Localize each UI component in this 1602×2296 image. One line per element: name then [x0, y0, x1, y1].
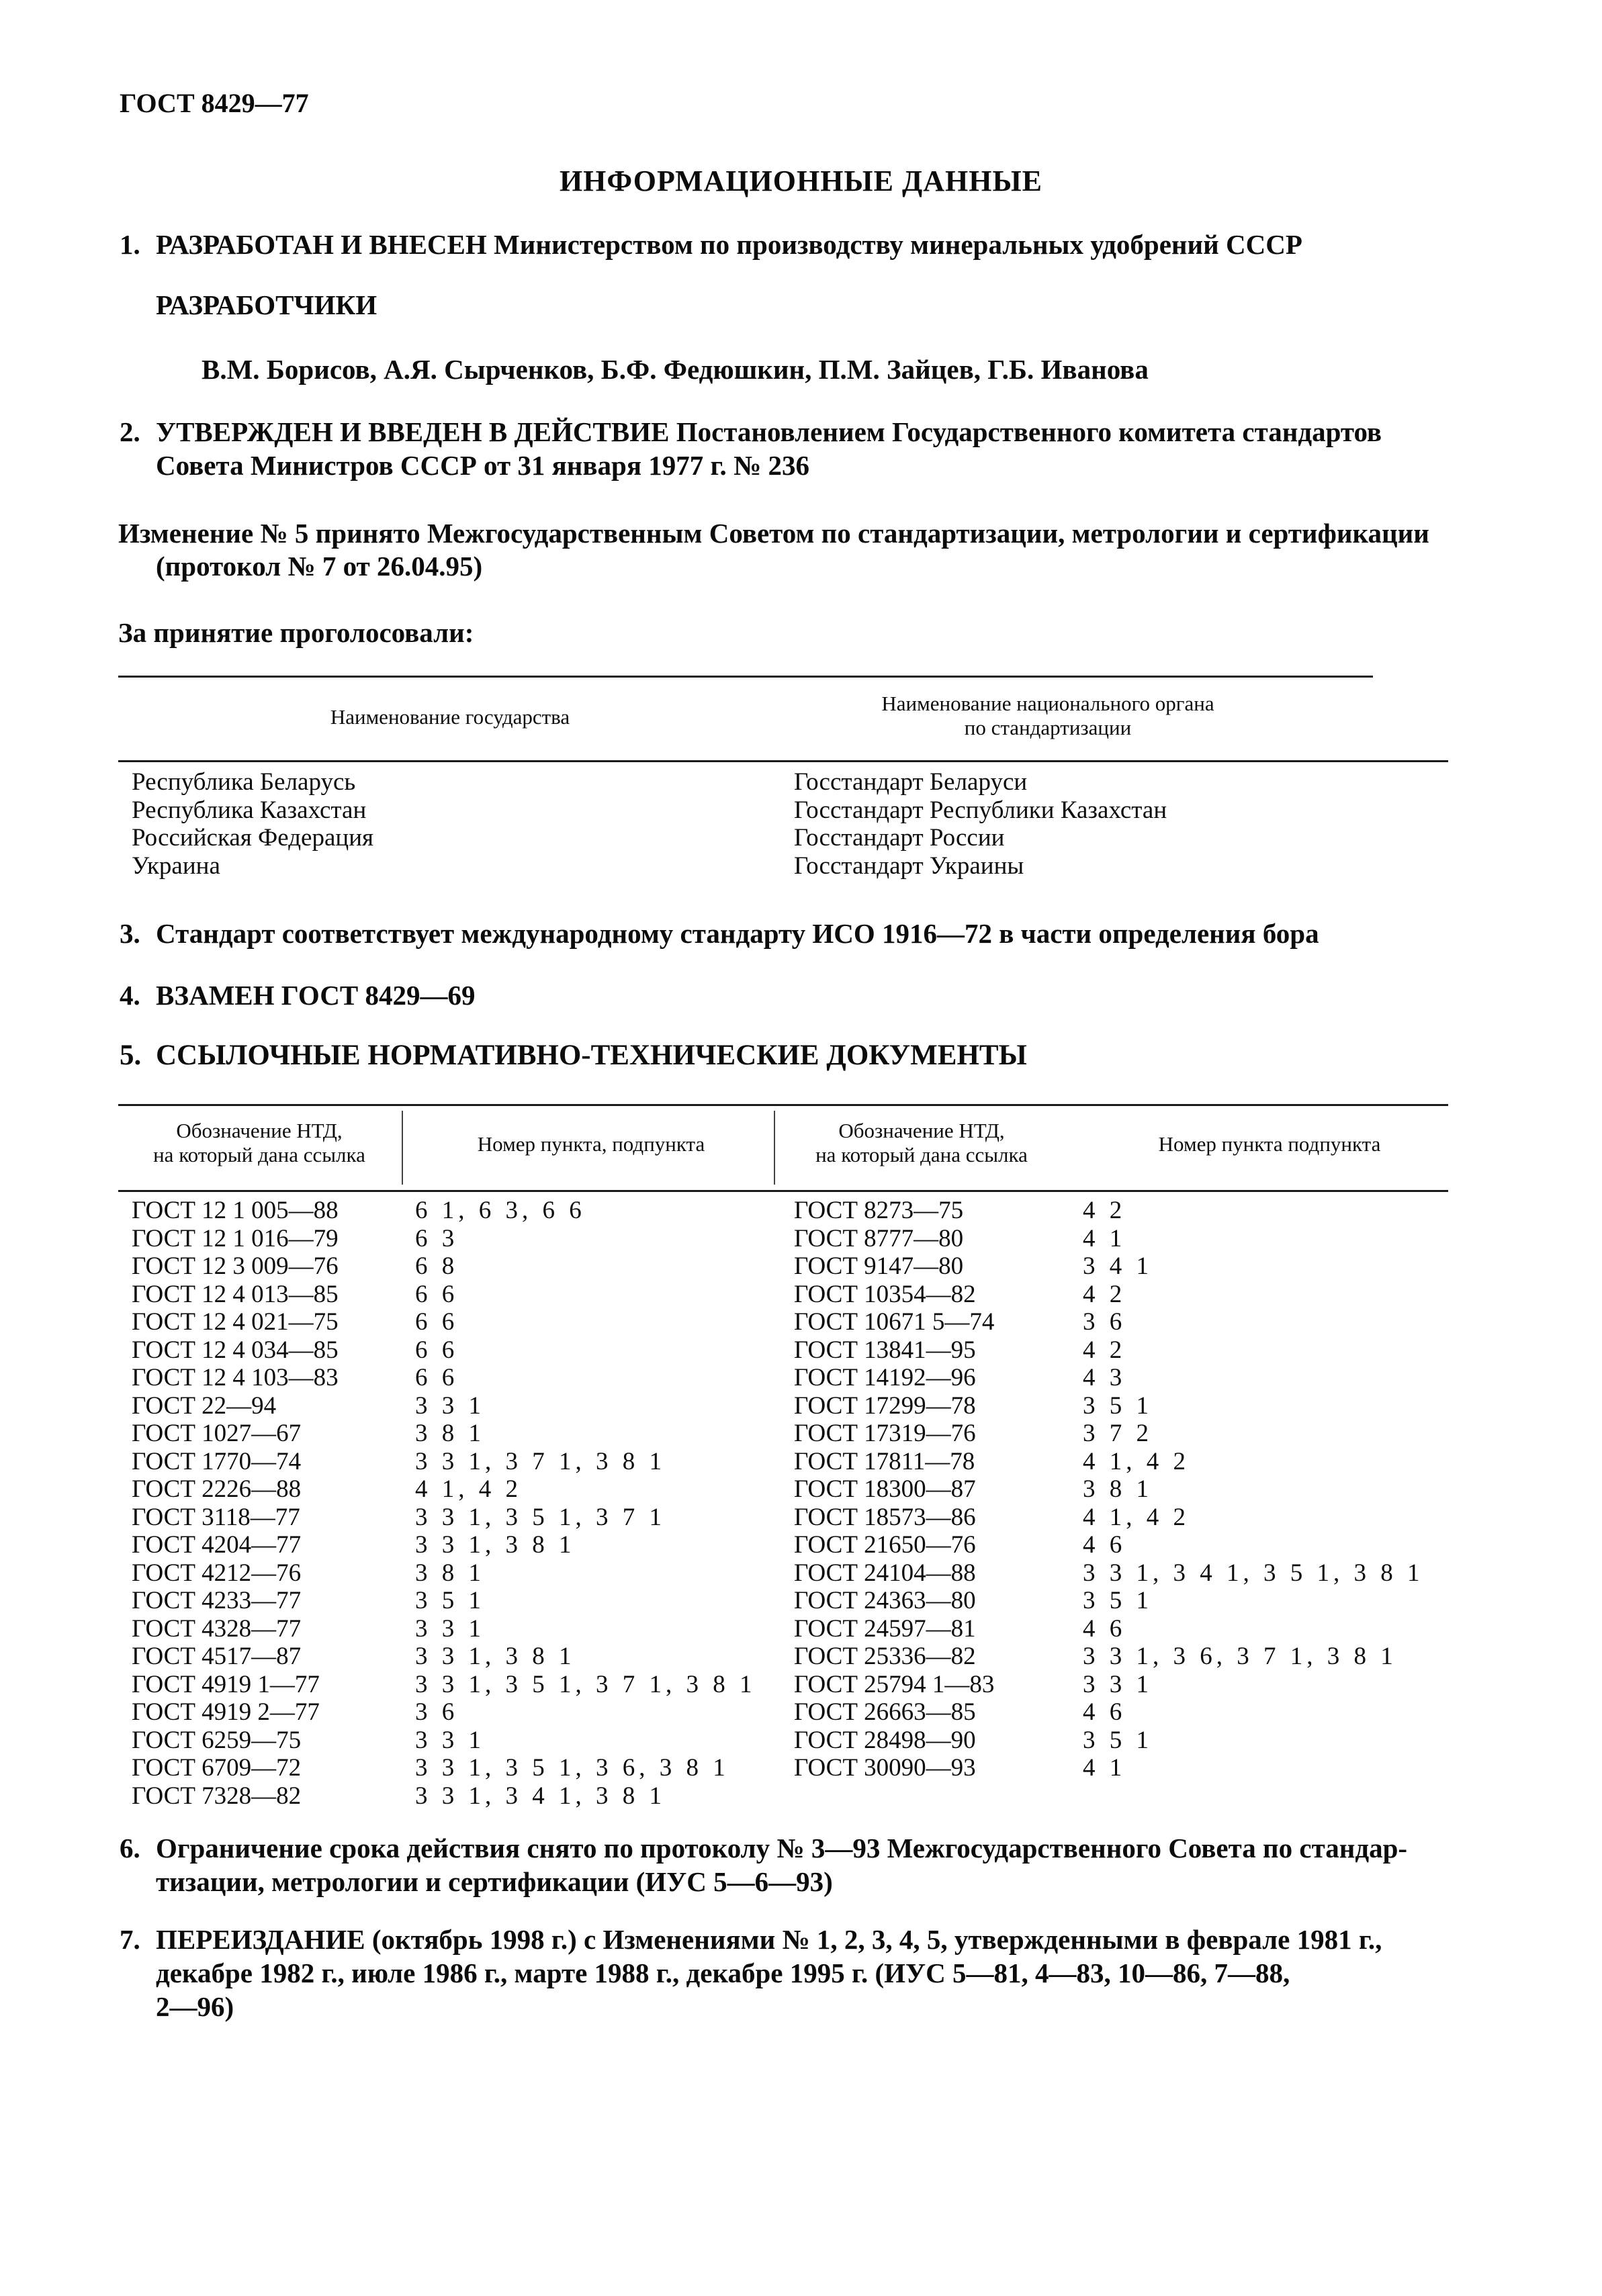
refs-right-item: 4 6 [1083, 1531, 1126, 1559]
refs-right-item: 3 6 [1083, 1308, 1126, 1336]
refs-header-doc-right [781, 1119, 1063, 1167]
refs-left-doc: ГОСТ 4517—87 [132, 1643, 302, 1670]
refs-right-doc: ГОСТ 13841—95 [794, 1336, 976, 1364]
refs-header-doc-right-line1: Обозначение НТД, [838, 1119, 1005, 1142]
refs-left-doc: ГОСТ 12 4 021—75 [132, 1308, 339, 1336]
refs-left-item: 3 5 1 [415, 1587, 485, 1614]
page-title: ИНФОРМАЦИОННЫЕ ДАННЫЕ [559, 165, 1043, 197]
refs-left-item: 4 1, 4 2 [415, 1475, 522, 1503]
refs-header-doc-left-line1: Обозначение НТД, [176, 1119, 343, 1142]
votes-header-state: Наименование государства [330, 705, 570, 729]
votes-header-body-line2: по стандартизации [964, 716, 1132, 739]
refs-right-doc: ГОСТ 10671 5—74 [794, 1308, 995, 1336]
refs-right-doc: ГОСТ 21650—76 [794, 1531, 976, 1559]
refs-right-item: 3 3 1, 3 6, 3 7 1, 3 8 1 [1083, 1643, 1397, 1670]
refs-right-item: 4 2 [1083, 1336, 1126, 1364]
refs-left-item: 6 6 [415, 1308, 459, 1336]
refs-left-doc: ГОСТ 1027—67 [132, 1420, 302, 1447]
refs-right-doc: ГОСТ 18300—87 [794, 1475, 976, 1503]
refs-right-doc: ГОСТ 28498—90 [794, 1726, 976, 1754]
refs-right-item: 4 2 [1083, 1197, 1126, 1224]
refs-left-item: 3 8 1 [415, 1559, 485, 1587]
refs-right-item: 3 5 1 [1083, 1391, 1153, 1420]
refs-table-top-rule [118, 1104, 1448, 1106]
item-6-line1: Ограничение срока действия снято по протоколу № 3—93 Межгосударственного Совета по стандар- [156, 1833, 1408, 1864]
refs-left-item: 3 3 1, 3 5 1, 3 7 1 [415, 1503, 666, 1531]
item-2-text-line2: Совета Министров СССР от 31 января 1977 г. № 236 [156, 450, 809, 481]
refs-left-item: 6 6 [415, 1364, 459, 1391]
refs-header-doc-left [118, 1119, 400, 1167]
votes-row-body: Госстандарт России [794, 824, 1005, 852]
refs-left-doc: ГОСТ 4212—76 [132, 1559, 302, 1587]
votes-header-body-line1: Наименование национального органа [881, 692, 1214, 715]
votes-table-header-rule [118, 760, 1448, 762]
refs-right-doc: ГОСТ 26663—85 [794, 1698, 976, 1726]
item-4-text: ВЗАМЕН ГОСТ 8429—69 [156, 980, 476, 1011]
refs-left-doc: ГОСТ 12 4 103—83 [132, 1364, 339, 1391]
refs-header-divider [774, 1111, 775, 1185]
item-5-number: 5. [120, 1040, 142, 1071]
refs-left-doc: ГОСТ 4328—77 [132, 1614, 302, 1643]
change-5-line2: (протокол № 7 от 26.04.95) [156, 551, 483, 582]
votes-bodies-column [794, 768, 1167, 880]
refs-left-item: 3 3 1, 3 8 1 [415, 1531, 576, 1559]
refs-right-doc: ГОСТ 9147—80 [794, 1252, 964, 1280]
item-7-line1: ПЕРЕИЗДАНИЕ (октябрь 1998 г.) с Изменениями № 1, 2, 3, 4, 5, утвержденными в феврале 1981 г., [156, 1924, 1382, 1955]
refs-left-docs-column [132, 1197, 339, 1810]
developers-heading: РАЗРАБОТЧИКИ [156, 289, 377, 320]
refs-right-item: 3 5 1 [1083, 1726, 1153, 1754]
refs-left-item: 3 3 1, 3 5 1, 3 7 1, 3 8 1 [415, 1670, 756, 1698]
refs-right-item: 4 3 [1083, 1364, 1126, 1391]
refs-right-doc: ГОСТ 25336—82 [794, 1643, 976, 1670]
refs-table-header-rule [118, 1190, 1448, 1192]
refs-left-doc: ГОСТ 6709—72 [132, 1754, 302, 1782]
refs-left-doc: ГОСТ 2226—88 [132, 1475, 302, 1503]
refs-right-doc: ГОСТ 25794 1—83 [794, 1670, 995, 1698]
item-7-line2: декабре 1982 г., июле 1986 г., марте 1988 г., декабре 1995 г. (ИУС 5—81, 4—83, 10—86, 7—88, [156, 1958, 1290, 1988]
refs-right-item: 4 6 [1083, 1698, 1126, 1726]
refs-right-item: 4 1 [1083, 1224, 1126, 1252]
refs-left-doc: ГОСТ 12 4 013—85 [132, 1280, 339, 1308]
refs-left-item: 3 3 1 [415, 1726, 485, 1754]
refs-right-item: 3 7 2 [1083, 1420, 1153, 1447]
refs-right-item: 3 8 1 [1083, 1475, 1153, 1503]
refs-right-doc: ГОСТ 14192—96 [794, 1364, 976, 1391]
votes-row-state: Украина [132, 852, 220, 880]
refs-right-item: 3 5 1 [1083, 1587, 1153, 1614]
refs-left-item: 3 3 1 [415, 1614, 485, 1643]
votes-row-body: Госстандарт Беларуси [794, 768, 1028, 796]
refs-right-doc: ГОСТ 30090—93 [794, 1754, 976, 1782]
votes-row-state: Российская Федерация [132, 824, 374, 852]
refs-right-doc: ГОСТ 17299—78 [794, 1391, 976, 1420]
refs-header-item-right: Номер пункта подпункта [1158, 1132, 1381, 1156]
refs-left-doc: ГОСТ 4204—77 [132, 1531, 302, 1559]
refs-left-item: 3 3 1, 3 5 1, 3 6, 3 8 1 [415, 1754, 729, 1782]
change-5-line1: Изменение № 5 принято Межгосударственным Советом по стандартизации, метрологии и сертификации [118, 518, 1429, 549]
refs-left-item: 6 3 [415, 1224, 459, 1252]
item-1-text: Министерством по производству минеральных удобрений СССР [494, 229, 1302, 260]
refs-left-doc: ГОСТ 3118—77 [132, 1503, 300, 1531]
item-1 [120, 224, 1302, 265]
refs-right-doc: ГОСТ 8777—80 [794, 1224, 964, 1252]
refs-right-item: 4 6 [1083, 1614, 1126, 1643]
refs-left-doc: ГОСТ 4233—77 [132, 1587, 302, 1614]
refs-left-doc: ГОСТ 6259—75 [132, 1726, 302, 1754]
item-3-number: 3. [120, 918, 140, 949]
item-6-line2: тизации, метрологии и сертификации (ИУС 5—6—93) [156, 1866, 833, 1897]
refs-right-doc: ГОСТ 10354—82 [794, 1280, 976, 1308]
developers-list: В.М. Борисов, А.Я. Сырченков, Б.Ф. Федюшкин, П.М. Зайцев, Г.Б. Иванова [202, 354, 1149, 385]
refs-left-doc: ГОСТ 22—94 [132, 1391, 277, 1420]
refs-header-divider [402, 1111, 403, 1185]
refs-right-doc: ГОСТ 8273—75 [794, 1197, 964, 1224]
refs-left-doc: ГОСТ 4919 1—77 [132, 1670, 320, 1698]
refs-left-doc: ГОСТ 12 4 034—85 [132, 1336, 339, 1364]
item-1-number: 1. [120, 229, 140, 260]
item-2-text-line1: Постановлением Государственного комитета стандартов [676, 416, 1382, 447]
refs-right-item: 4 1 [1083, 1754, 1126, 1782]
refs-right-items-column [1083, 1197, 1424, 1782]
item-3-text: Стандарт соответствует международному стандарту ИСО 1916—72 в части определения бора [156, 918, 1319, 949]
refs-right-item: 4 1, 4 2 [1083, 1447, 1190, 1475]
voted-label: За принятие проголосовали: [118, 617, 474, 648]
item-3 [120, 913, 1319, 954]
item-4 [120, 975, 475, 1015]
refs-right-doc: ГОСТ 18573—86 [794, 1503, 976, 1531]
votes-header-body [793, 692, 1303, 740]
votes-states-column [132, 768, 373, 880]
votes-row-body: Госстандарт Украины [794, 852, 1024, 880]
refs-left-doc: ГОСТ 12 1 016—79 [132, 1224, 339, 1252]
refs-header-item-left: Номер пункта, подпункта [477, 1132, 705, 1156]
refs-left-item: 6 1, 6 3, 6 6 [415, 1197, 586, 1224]
refs-left-doc: ГОСТ 1770—74 [132, 1447, 302, 1475]
refs-left-item: 6 8 [415, 1252, 459, 1280]
refs-header-doc-right-line2: на который дана ссылка [815, 1143, 1028, 1166]
refs-left-item: 3 3 1, 3 8 1 [415, 1643, 576, 1670]
item-6-number: 6. [120, 1833, 140, 1864]
refs-left-item: 6 6 [415, 1280, 459, 1308]
votes-row-body: Госстандарт Республики Казахстан [794, 796, 1167, 824]
item-5 [120, 1036, 1027, 1076]
refs-left-item: 3 3 1, 3 7 1, 3 8 1 [415, 1447, 666, 1475]
refs-left-doc: ГОСТ 12 3 009—76 [132, 1252, 339, 1280]
refs-left-doc: ГОСТ 4919 2—77 [132, 1698, 320, 1726]
refs-left-item: 3 3 1, 3 4 1, 3 8 1 [415, 1782, 666, 1810]
refs-right-doc: ГОСТ 24104—88 [794, 1559, 976, 1587]
refs-header-doc-left-line2: на который дана ссылка [153, 1143, 365, 1166]
refs-left-doc: ГОСТ 7328—82 [132, 1782, 302, 1810]
document-code: ГОСТ 8429—77 [120, 88, 309, 118]
refs-left-doc: ГОСТ 12 1 005—88 [132, 1197, 339, 1224]
refs-right-doc: ГОСТ 17811—78 [794, 1447, 975, 1475]
item-2-lead: УТВЕРЖДЕН И ВВЕДЕН В ДЕЙСТВИЕ [156, 416, 670, 447]
refs-right-docs-column [794, 1197, 994, 1782]
votes-table-top-rule [118, 676, 1373, 678]
refs-right-doc: ГОСТ 17319—76 [794, 1420, 976, 1447]
refs-right-doc: ГОСТ 24597—81 [794, 1614, 976, 1643]
item-5-text: ССЫЛОЧНЫЕ НОРМАТИВНО-ТЕХНИЧЕСКИЕ ДОКУМЕНТЫ [156, 1040, 1027, 1071]
votes-row-state: Республика Казахстан [132, 796, 367, 824]
refs-left-item: 6 6 [415, 1336, 459, 1364]
refs-right-item: 3 4 1 [1083, 1252, 1153, 1280]
item-7-number: 7. [120, 1924, 140, 1955]
item-1-lead: РАЗРАБОТАН И ВНЕСЕН [156, 229, 487, 260]
refs-left-item: 3 6 [415, 1698, 459, 1726]
refs-right-item: 4 2 [1083, 1280, 1126, 1308]
refs-left-item: 3 3 1 [415, 1391, 485, 1420]
votes-row-state: Республика Беларусь [132, 768, 356, 796]
refs-right-item: 4 1, 4 2 [1083, 1503, 1190, 1531]
refs-right-item: 3 3 1, 3 4 1, 3 5 1, 3 8 1 [1083, 1559, 1424, 1587]
refs-left-items-column [415, 1197, 756, 1810]
item-2-number: 2. [120, 416, 140, 447]
refs-left-item: 3 8 1 [415, 1420, 485, 1447]
refs-right-doc: ГОСТ 24363—80 [794, 1587, 976, 1614]
item-7-line3: 2—96) [156, 1991, 234, 2022]
item-4-number: 4. [120, 980, 140, 1011]
refs-right-item: 3 3 1 [1083, 1670, 1153, 1698]
